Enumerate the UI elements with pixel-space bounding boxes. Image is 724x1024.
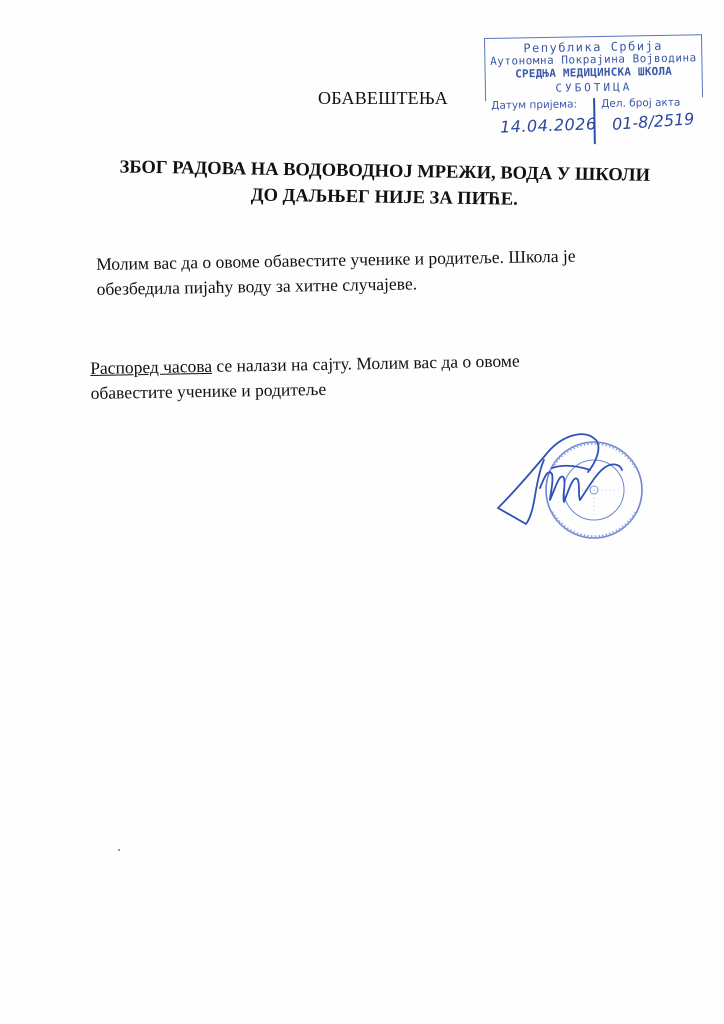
paragraph-2-line-2: обавестите ученике и родитеље (90, 378, 327, 403)
stamp-number-label: Дел. број акта (601, 96, 681, 110)
drinking-water-paragraph (96, 242, 657, 302)
round-seal-icon (546, 442, 642, 538)
speck (118, 849, 120, 851)
paragraph-1-line-1: Молим вас да о овоме обавестите ученике и родитеље. Школа је (96, 245, 576, 274)
notice-heading: ОБАВЕШТЕЊА (318, 88, 448, 108)
schedule-link[interactable]: Распоред часова (90, 355, 213, 378)
stamp-date-label: Датум пријема: (491, 98, 578, 112)
water-warning-line-2: ДО ДАЉЊЕГ НИЈЕ ЗА ПИЋЕ. (250, 185, 518, 210)
handwritten-reference-number: 01-8/2519 (611, 109, 695, 134)
stamp-line-2: Аутономна Покрајина Војводина (490, 51, 697, 68)
water-warning-line-1: ЗБОГ РАДОВА НА ВОДОВОДНОЈ МРЕЖИ, ВОДА У ШКОЛИ (119, 157, 651, 186)
stamp-line-3: СРЕДЊА МЕДИЦИНСКА ШКОЛА (515, 64, 673, 81)
signature-icon (498, 434, 622, 524)
stamp-line-4: СУБОТИЦА (555, 80, 633, 95)
stamp-line-1: Република Србија (523, 38, 664, 56)
signature-and-seal (492, 424, 652, 554)
water-warning (89, 154, 680, 215)
paragraph-1-line-2: обезбедила пијаћу воду за хитне случајеве. (96, 273, 418, 299)
handwritten-date: 14.04.2026 (499, 114, 597, 137)
paragraph-2-line-1-rest: се налази на сајту. Молим вас да о овоме (211, 350, 520, 376)
schedule-paragraph (90, 346, 651, 406)
